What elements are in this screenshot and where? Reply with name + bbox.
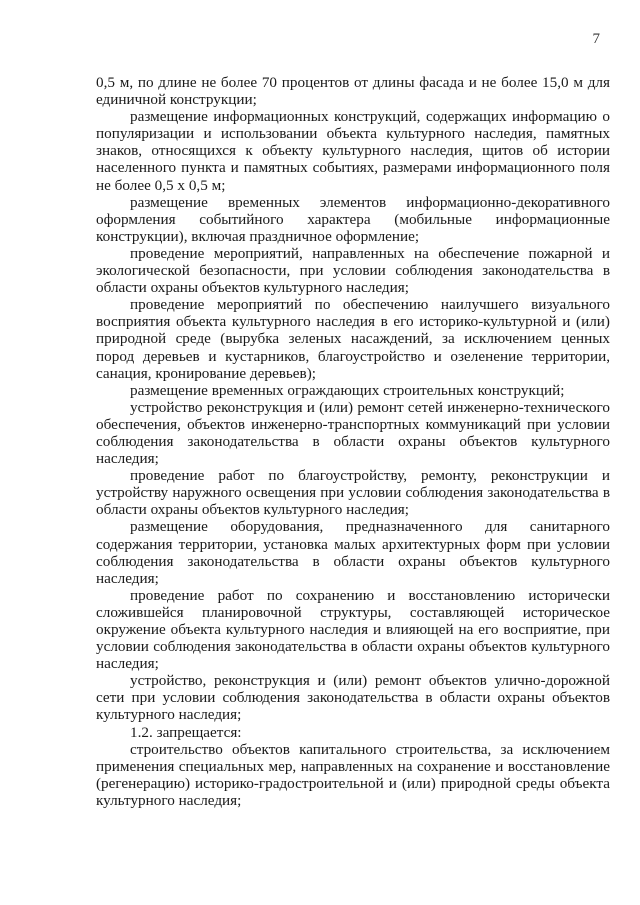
paragraph-sanitary-equipment: размещение оборудования, предназначенного для санитарного содержания территории, установка малых архитектурных форм при условии соблюдения законодательства в области охраны объектов культурного наследия; — [96, 518, 610, 587]
paragraph-landscaping-lighting: проведение работ по благоустройству, ремонту, реконструкции и устройству наружного освещения при условии соблюдения законодательства в области охраны объектов культурного наследия; — [96, 467, 610, 519]
paragraph-temporary-fences: размещение временных ограждающих строительных конструкций; — [130, 381, 565, 399]
paragraph-info-structures: размещение информационных конструкций, содержащих информацию о популяризации и использовании объекта культурного наследия, памятных знаков, относящихся к объекту культурного наследия, щитов об истории населенного пункта и памятных событиях, размерами информационного поля не более 0,5 х 0,5 м; — [96, 108, 610, 194]
section-heading-prohibited: 1.2. запрещается: — [130, 723, 242, 741]
paragraph-engineering-networks: устройство реконструкция и (или) ремонт сетей инженерно-технического обеспечения, объектов инженерно-транспортных коммуникаций при условии соблюдения законодательства в области охраны объектов культурного наследия; — [96, 398, 610, 468]
paragraph-road-network: устройство, реконструкция и (или) ремонт объектов улично-дорожной сети при условии соблюдения законодательства в области охраны объектов культурного наследия; — [96, 672, 610, 724]
paragraph-temporary-decor: размещение временных элементов информационно-декоративного оформления событийного характера (мобильные информационные конструкции), включая праздничное оформление; — [96, 193, 610, 245]
paragraph-capital-construction: строительство объектов капитального строительства, за исключением применения специальных мер, направленных на сохранение и восстановление (регенерацию) историко-градостроительной и (или) природной среды объекта культурного наследия; — [96, 740, 610, 809]
document-body — [96, 74, 610, 809]
paragraph-planning-structure: проведение работ по сохранению и восстановлению исторически сложившейся планировочной структуры, составляющей историческое окружение объекта культурного наследия и влияющей на его восприятие, при условии соблюдения законодательства в области охраны объектов культурного наследия; — [96, 586, 610, 673]
paragraph-fire-safety: проведение мероприятий, направленных на обеспечение пожарной и экологической безопасности, при условии соблюдения законодательства в области охраны объектов культурного наследия; — [96, 244, 610, 297]
paragraph-continuation: 0,5 м, по длине не более 70 процентов от длины фасада и не более 15,0 м для единичной конструкции; — [96, 74, 610, 109]
paragraph-visual-perception: проведение мероприятий по обеспечению наилучшего визуального восприятия объекта культурного наследия в его историко-культурной и (или) природной среде (вырубка зеленых насаждений, за исключением ценных пород деревьев и кустарников, благоустройство и озеленение территории, санация, кронирование деревьев); — [96, 296, 610, 382]
page-number: 7 — [592, 31, 600, 47]
